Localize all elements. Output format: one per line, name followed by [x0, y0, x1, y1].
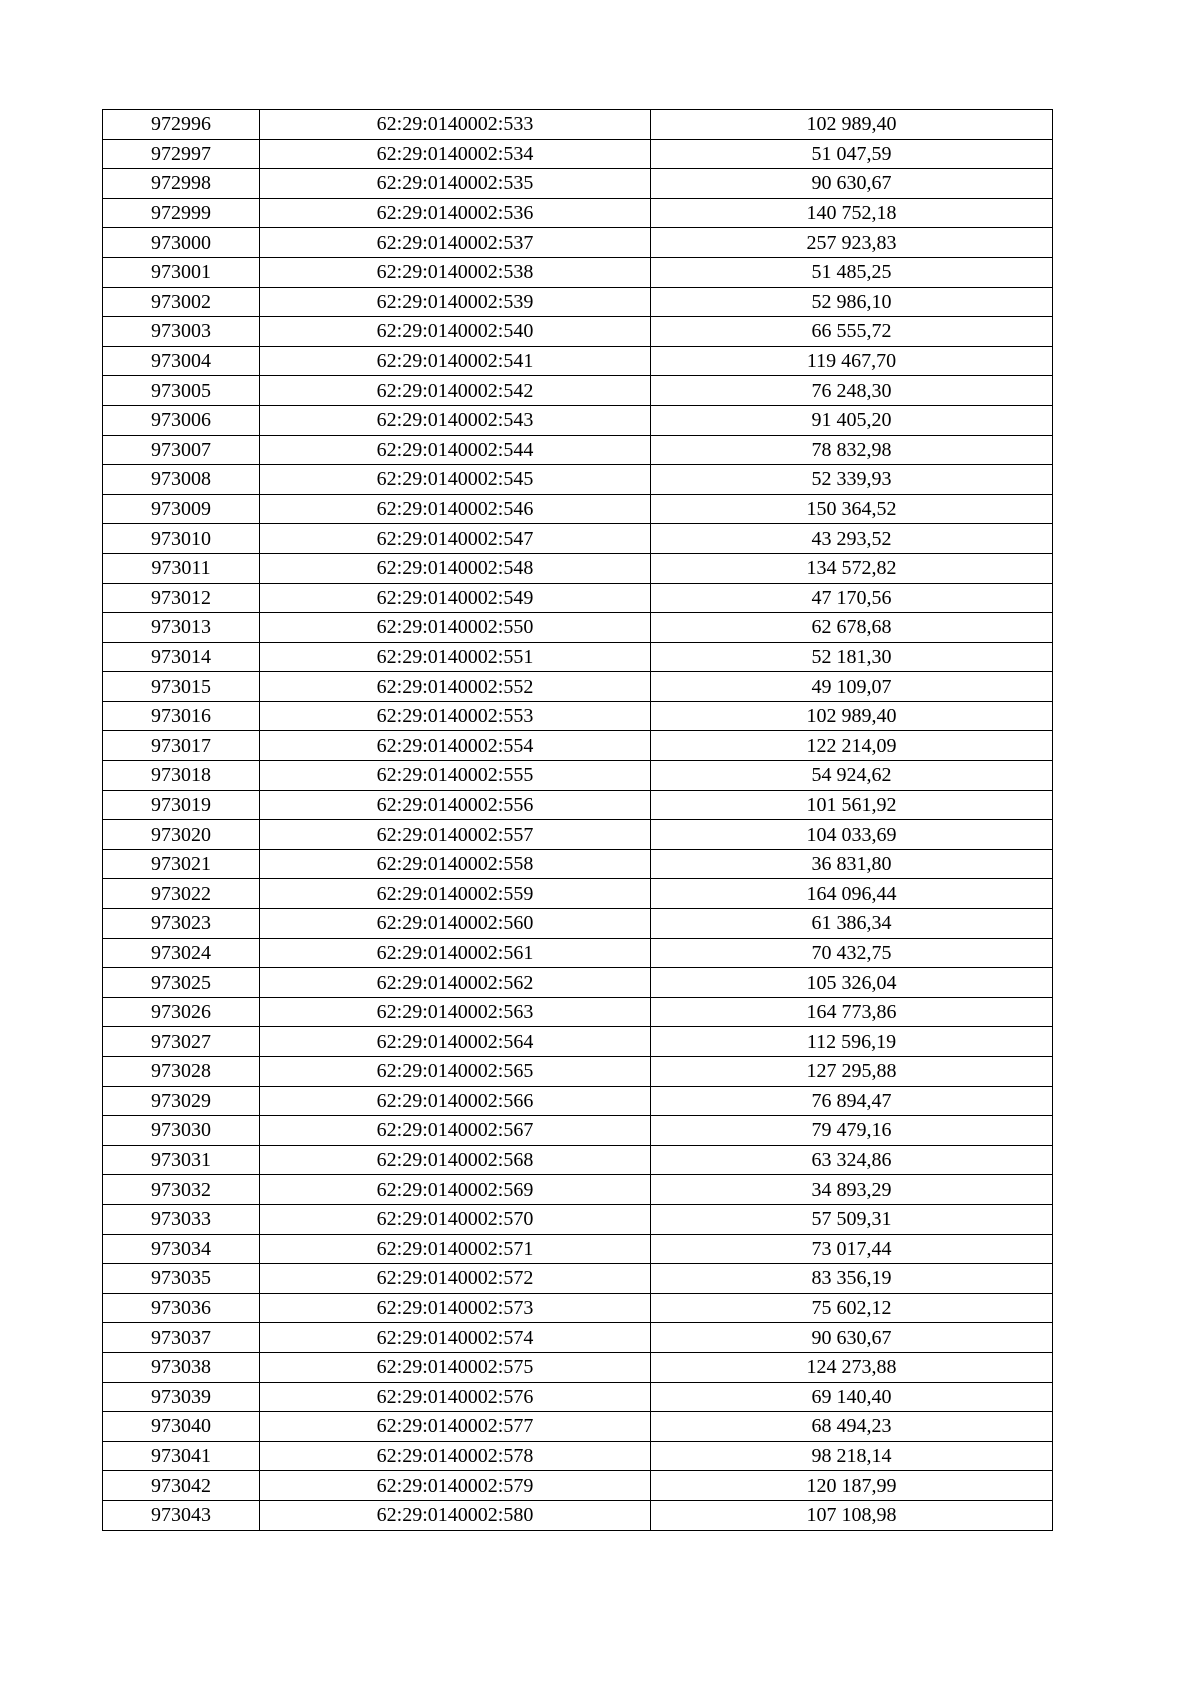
table-row	[103, 1145, 1053, 1175]
row-number-cell: 973020	[103, 820, 260, 850]
data-table	[102, 109, 1053, 1531]
table-row	[103, 1204, 1053, 1234]
table-row	[103, 405, 1053, 435]
value-cell: 164 096,44	[651, 879, 1053, 909]
cadastral-number-cell: 62:29:0140002:576	[260, 1382, 651, 1412]
table-row	[103, 1116, 1053, 1146]
cadastral-number-cell: 62:29:0140002:569	[260, 1175, 651, 1205]
table-row	[103, 228, 1053, 258]
cadastral-number-cell: 62:29:0140002:540	[260, 317, 651, 347]
value-cell: 140 752,18	[651, 198, 1053, 228]
value-cell: 52 181,30	[651, 642, 1053, 672]
row-number-cell: 973028	[103, 1057, 260, 1087]
table-row	[103, 1471, 1053, 1501]
value-cell: 52 986,10	[651, 287, 1053, 317]
table-row	[103, 1234, 1053, 1264]
value-cell: 101 561,92	[651, 790, 1053, 820]
table-row	[103, 494, 1053, 524]
cadastral-number-cell: 62:29:0140002:571	[260, 1234, 651, 1264]
table-row	[103, 820, 1053, 850]
row-number-cell: 973031	[103, 1145, 260, 1175]
table-row	[103, 110, 1053, 140]
value-cell: 104 033,69	[651, 820, 1053, 850]
value-cell: 43 293,52	[651, 524, 1053, 554]
table-body	[103, 110, 1053, 1531]
row-number-cell: 973004	[103, 346, 260, 376]
table-row	[103, 731, 1053, 761]
table-row	[103, 465, 1053, 495]
table-row	[103, 435, 1053, 465]
value-cell: 63 324,86	[651, 1145, 1053, 1175]
cadastral-number-cell: 62:29:0140002:556	[260, 790, 651, 820]
table-row	[103, 1057, 1053, 1087]
value-cell: 70 432,75	[651, 938, 1053, 968]
table-row	[103, 879, 1053, 909]
table-row	[103, 968, 1053, 998]
value-cell: 127 295,88	[651, 1057, 1053, 1087]
cadastral-number-cell: 62:29:0140002:546	[260, 494, 651, 524]
row-number-cell: 973009	[103, 494, 260, 524]
value-cell: 150 364,52	[651, 494, 1053, 524]
row-number-cell: 973011	[103, 553, 260, 583]
row-number-cell: 973018	[103, 761, 260, 791]
cadastral-number-cell: 62:29:0140002:539	[260, 287, 651, 317]
cadastral-number-cell: 62:29:0140002:545	[260, 465, 651, 495]
table-row	[103, 790, 1053, 820]
row-number-cell: 972998	[103, 169, 260, 199]
table-row	[103, 1441, 1053, 1471]
table-row	[103, 139, 1053, 169]
value-cell: 49 109,07	[651, 672, 1053, 702]
value-cell: 52 339,93	[651, 465, 1053, 495]
cadastral-number-cell: 62:29:0140002:551	[260, 642, 651, 672]
value-cell: 120 187,99	[651, 1471, 1053, 1501]
table-row	[103, 613, 1053, 643]
value-cell: 79 479,16	[651, 1116, 1053, 1146]
row-number-cell: 973012	[103, 583, 260, 613]
cadastral-number-cell: 62:29:0140002:564	[260, 1027, 651, 1057]
table-row	[103, 701, 1053, 731]
cadastral-number-cell: 62:29:0140002:580	[260, 1500, 651, 1530]
table-row	[103, 1086, 1053, 1116]
cadastral-number-cell: 62:29:0140002:565	[260, 1057, 651, 1087]
row-number-cell: 973002	[103, 287, 260, 317]
cadastral-number-cell: 62:29:0140002:579	[260, 1471, 651, 1501]
value-cell: 124 273,88	[651, 1352, 1053, 1382]
cadastral-number-cell: 62:29:0140002:574	[260, 1323, 651, 1353]
cadastral-number-cell: 62:29:0140002:550	[260, 613, 651, 643]
table-row	[103, 553, 1053, 583]
cadastral-number-cell: 62:29:0140002:566	[260, 1086, 651, 1116]
table-row	[103, 1323, 1053, 1353]
cadastral-number-cell: 62:29:0140002:570	[260, 1204, 651, 1234]
value-cell: 66 555,72	[651, 317, 1053, 347]
cadastral-number-cell: 62:29:0140002:572	[260, 1264, 651, 1294]
cadastral-number-cell: 62:29:0140002:553	[260, 701, 651, 731]
row-number-cell: 973038	[103, 1352, 260, 1382]
cadastral-number-cell: 62:29:0140002:541	[260, 346, 651, 376]
row-number-cell: 973043	[103, 1500, 260, 1530]
row-number-cell: 972999	[103, 198, 260, 228]
value-cell: 90 630,67	[651, 1323, 1053, 1353]
cadastral-number-cell: 62:29:0140002:537	[260, 228, 651, 258]
value-cell: 76 894,47	[651, 1086, 1053, 1116]
row-number-cell: 973001	[103, 257, 260, 287]
value-cell: 69 140,40	[651, 1382, 1053, 1412]
table-row	[103, 524, 1053, 554]
row-number-cell: 972997	[103, 139, 260, 169]
row-number-cell: 973023	[103, 909, 260, 939]
value-cell: 34 893,29	[651, 1175, 1053, 1205]
row-number-cell: 973025	[103, 968, 260, 998]
table-row	[103, 1382, 1053, 1412]
row-number-cell: 973040	[103, 1412, 260, 1442]
table-row	[103, 642, 1053, 672]
row-number-cell: 973042	[103, 1471, 260, 1501]
cadastral-number-cell: 62:29:0140002:544	[260, 435, 651, 465]
table-row	[103, 938, 1053, 968]
cadastral-number-cell: 62:29:0140002:533	[260, 110, 651, 140]
value-cell: 78 832,98	[651, 435, 1053, 465]
cadastral-number-cell: 62:29:0140002:562	[260, 968, 651, 998]
row-number-cell: 973021	[103, 849, 260, 879]
row-number-cell: 973041	[103, 1441, 260, 1471]
cadastral-number-cell: 62:29:0140002:543	[260, 405, 651, 435]
row-number-cell: 973024	[103, 938, 260, 968]
value-cell: 257 923,83	[651, 228, 1053, 258]
table-row	[103, 1412, 1053, 1442]
value-cell: 134 572,82	[651, 553, 1053, 583]
table-row	[103, 169, 1053, 199]
cadastral-number-cell: 62:29:0140002:561	[260, 938, 651, 968]
value-cell: 112 596,19	[651, 1027, 1053, 1057]
table-row	[103, 376, 1053, 406]
table-row	[103, 909, 1053, 939]
value-cell: 102 989,40	[651, 701, 1053, 731]
cadastral-number-cell: 62:29:0140002:563	[260, 997, 651, 1027]
row-number-cell: 973022	[103, 879, 260, 909]
value-cell: 54 924,62	[651, 761, 1053, 791]
cadastral-number-cell: 62:29:0140002:573	[260, 1293, 651, 1323]
cadastral-number-cell: 62:29:0140002:535	[260, 169, 651, 199]
cadastral-number-cell: 62:29:0140002:555	[260, 761, 651, 791]
cadastral-number-cell: 62:29:0140002:558	[260, 849, 651, 879]
cadastral-number-cell: 62:29:0140002:575	[260, 1352, 651, 1382]
row-number-cell: 973006	[103, 405, 260, 435]
row-number-cell: 973034	[103, 1234, 260, 1264]
cadastral-number-cell: 62:29:0140002:554	[260, 731, 651, 761]
value-cell: 98 218,14	[651, 1441, 1053, 1471]
table-row	[103, 583, 1053, 613]
row-number-cell: 973014	[103, 642, 260, 672]
cadastral-number-cell: 62:29:0140002:567	[260, 1116, 651, 1146]
value-cell: 68 494,23	[651, 1412, 1053, 1442]
value-cell: 75 602,12	[651, 1293, 1053, 1323]
row-number-cell: 973003	[103, 317, 260, 347]
table-row	[103, 672, 1053, 702]
cadastral-number-cell: 62:29:0140002:538	[260, 257, 651, 287]
table-row	[103, 346, 1053, 376]
row-number-cell: 973015	[103, 672, 260, 702]
table-row	[103, 257, 1053, 287]
row-number-cell: 973016	[103, 701, 260, 731]
table-row	[103, 198, 1053, 228]
table-row	[103, 1027, 1053, 1057]
cadastral-number-cell: 62:29:0140002:542	[260, 376, 651, 406]
cadastral-number-cell: 62:29:0140002:559	[260, 879, 651, 909]
table-row	[103, 849, 1053, 879]
cadastral-number-cell: 62:29:0140002:557	[260, 820, 651, 850]
value-cell: 119 467,70	[651, 346, 1053, 376]
row-number-cell: 973030	[103, 1116, 260, 1146]
table-row	[103, 997, 1053, 1027]
value-cell: 73 017,44	[651, 1234, 1053, 1264]
value-cell: 91 405,20	[651, 405, 1053, 435]
row-number-cell: 973013	[103, 613, 260, 643]
table-row	[103, 317, 1053, 347]
row-number-cell: 973029	[103, 1086, 260, 1116]
value-cell: 83 356,19	[651, 1264, 1053, 1294]
table-row	[103, 1264, 1053, 1294]
value-cell: 47 170,56	[651, 583, 1053, 613]
value-cell: 62 678,68	[651, 613, 1053, 643]
value-cell: 122 214,09	[651, 731, 1053, 761]
table-row	[103, 287, 1053, 317]
row-number-cell: 973039	[103, 1382, 260, 1412]
row-number-cell: 973019	[103, 790, 260, 820]
value-cell: 107 108,98	[651, 1500, 1053, 1530]
cadastral-number-cell: 62:29:0140002:560	[260, 909, 651, 939]
table-row	[103, 1175, 1053, 1205]
row-number-cell: 973026	[103, 997, 260, 1027]
cadastral-number-cell: 62:29:0140002:548	[260, 553, 651, 583]
table-row	[103, 761, 1053, 791]
table-row	[103, 1352, 1053, 1382]
value-cell: 51 485,25	[651, 257, 1053, 287]
value-cell: 61 386,34	[651, 909, 1053, 939]
value-cell: 57 509,31	[651, 1204, 1053, 1234]
value-cell: 105 326,04	[651, 968, 1053, 998]
row-number-cell: 973000	[103, 228, 260, 258]
cadastral-number-cell: 62:29:0140002:578	[260, 1441, 651, 1471]
cadastral-number-cell: 62:29:0140002:534	[260, 139, 651, 169]
row-number-cell: 973027	[103, 1027, 260, 1057]
table-row	[103, 1500, 1053, 1530]
cadastral-number-cell: 62:29:0140002:547	[260, 524, 651, 554]
row-number-cell: 973037	[103, 1323, 260, 1353]
value-cell: 102 989,40	[651, 110, 1053, 140]
cadastral-number-cell: 62:29:0140002:549	[260, 583, 651, 613]
row-number-cell: 973036	[103, 1293, 260, 1323]
row-number-cell: 973033	[103, 1204, 260, 1234]
value-cell: 164 773,86	[651, 997, 1053, 1027]
row-number-cell: 973010	[103, 524, 260, 554]
table-row	[103, 1293, 1053, 1323]
row-number-cell: 973035	[103, 1264, 260, 1294]
row-number-cell: 973007	[103, 435, 260, 465]
cadastral-number-cell: 62:29:0140002:536	[260, 198, 651, 228]
row-number-cell: 973005	[103, 376, 260, 406]
row-number-cell: 973017	[103, 731, 260, 761]
value-cell: 36 831,80	[651, 849, 1053, 879]
row-number-cell: 973032	[103, 1175, 260, 1205]
row-number-cell: 972996	[103, 110, 260, 140]
row-number-cell: 973008	[103, 465, 260, 495]
cadastral-number-cell: 62:29:0140002:568	[260, 1145, 651, 1175]
value-cell: 90 630,67	[651, 169, 1053, 199]
value-cell: 51 047,59	[651, 139, 1053, 169]
cadastral-number-cell: 62:29:0140002:577	[260, 1412, 651, 1442]
value-cell: 76 248,30	[651, 376, 1053, 406]
cadastral-number-cell: 62:29:0140002:552	[260, 672, 651, 702]
